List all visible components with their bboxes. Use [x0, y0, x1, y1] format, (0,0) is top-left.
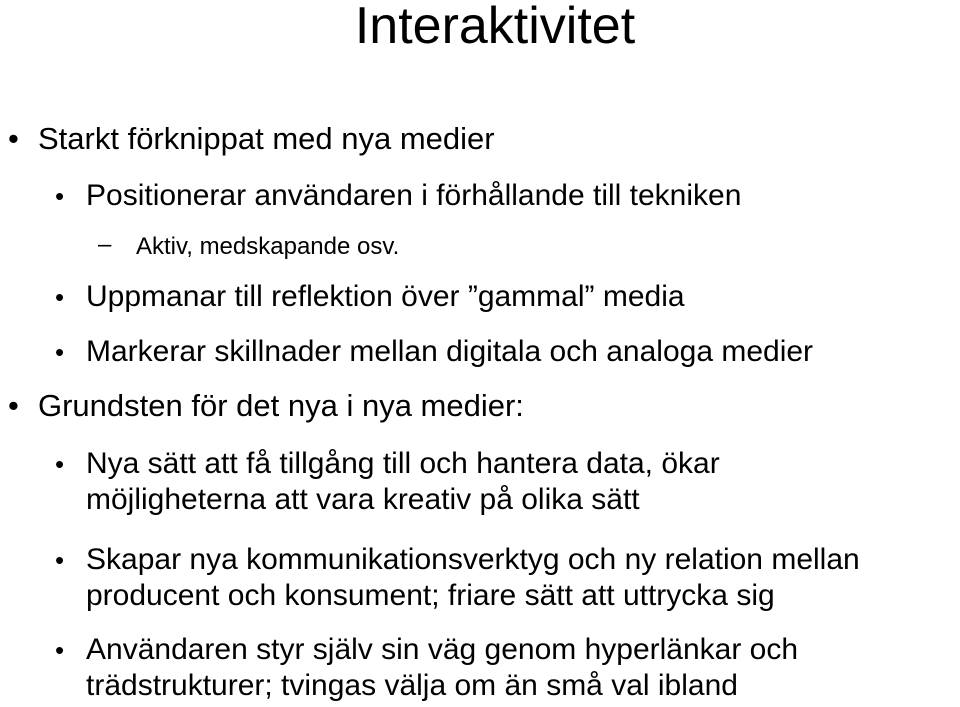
bullet-text: Starkt förknippat med nya medier — [38, 121, 495, 156]
bullet-icon: • — [8, 121, 19, 156]
bullet-icon: • — [55, 635, 65, 665]
bullet-text-line-2: producent och konsument; friare sätt att uttrycka sig — [86, 579, 775, 612]
bullet-item-strongly-associated — [8, 121, 495, 157]
slide-title: Interaktivitet — [354, 0, 636, 55]
bullet-text-line-1: Skapar nya kommunikationsverktyg och ny relation mellan — [86, 543, 860, 576]
bullet-text-line-1: Nya sätt att få tillgång till och hantera data, ökar — [86, 447, 720, 480]
bullet-icon: • — [55, 449, 65, 479]
bullet-item-marks-differences — [55, 334, 814, 370]
sub-item-active-cocreating — [98, 231, 400, 261]
bullet-item-communication-tools — [55, 542, 860, 614]
bullet-icon: • — [8, 388, 19, 423]
bullet-icon: • — [55, 282, 65, 312]
bullet-item-positions-user — [55, 178, 742, 214]
dash-icon: – — [98, 231, 112, 258]
bullet-icon: • — [55, 337, 65, 367]
bullet-text: Grundsten för det nya i nya medier: — [38, 388, 524, 423]
bullet-text-line-2: möjligheterna att vara kreativ på olika sätt — [86, 483, 640, 516]
bullet-text-line-2: trädstrukturer; tvingas välja om än små val ibland — [86, 669, 738, 702]
bullet-icon: • — [55, 181, 65, 211]
bullet-text: Positionerar användaren i förhållande till tekniken — [86, 179, 742, 212]
bullet-text: Markerar skillnader mellan digitala och analoga medier — [86, 335, 814, 368]
bullet-item-new-ways-data — [55, 446, 720, 518]
bullet-item-user-navigates — [55, 632, 799, 704]
bullet-item-cornerstone — [8, 388, 524, 424]
bullet-icon: • — [55, 545, 65, 575]
bullet-item-encourages-reflection — [55, 279, 685, 315]
bullet-text: Uppmanar till reflektion över ”gammal” media — [86, 280, 685, 313]
sub-item-text: Aktiv, medskapande osv. — [136, 233, 400, 260]
bullet-text-line-1: Användaren styr själv sin väg genom hyperlänkar och — [86, 633, 799, 666]
